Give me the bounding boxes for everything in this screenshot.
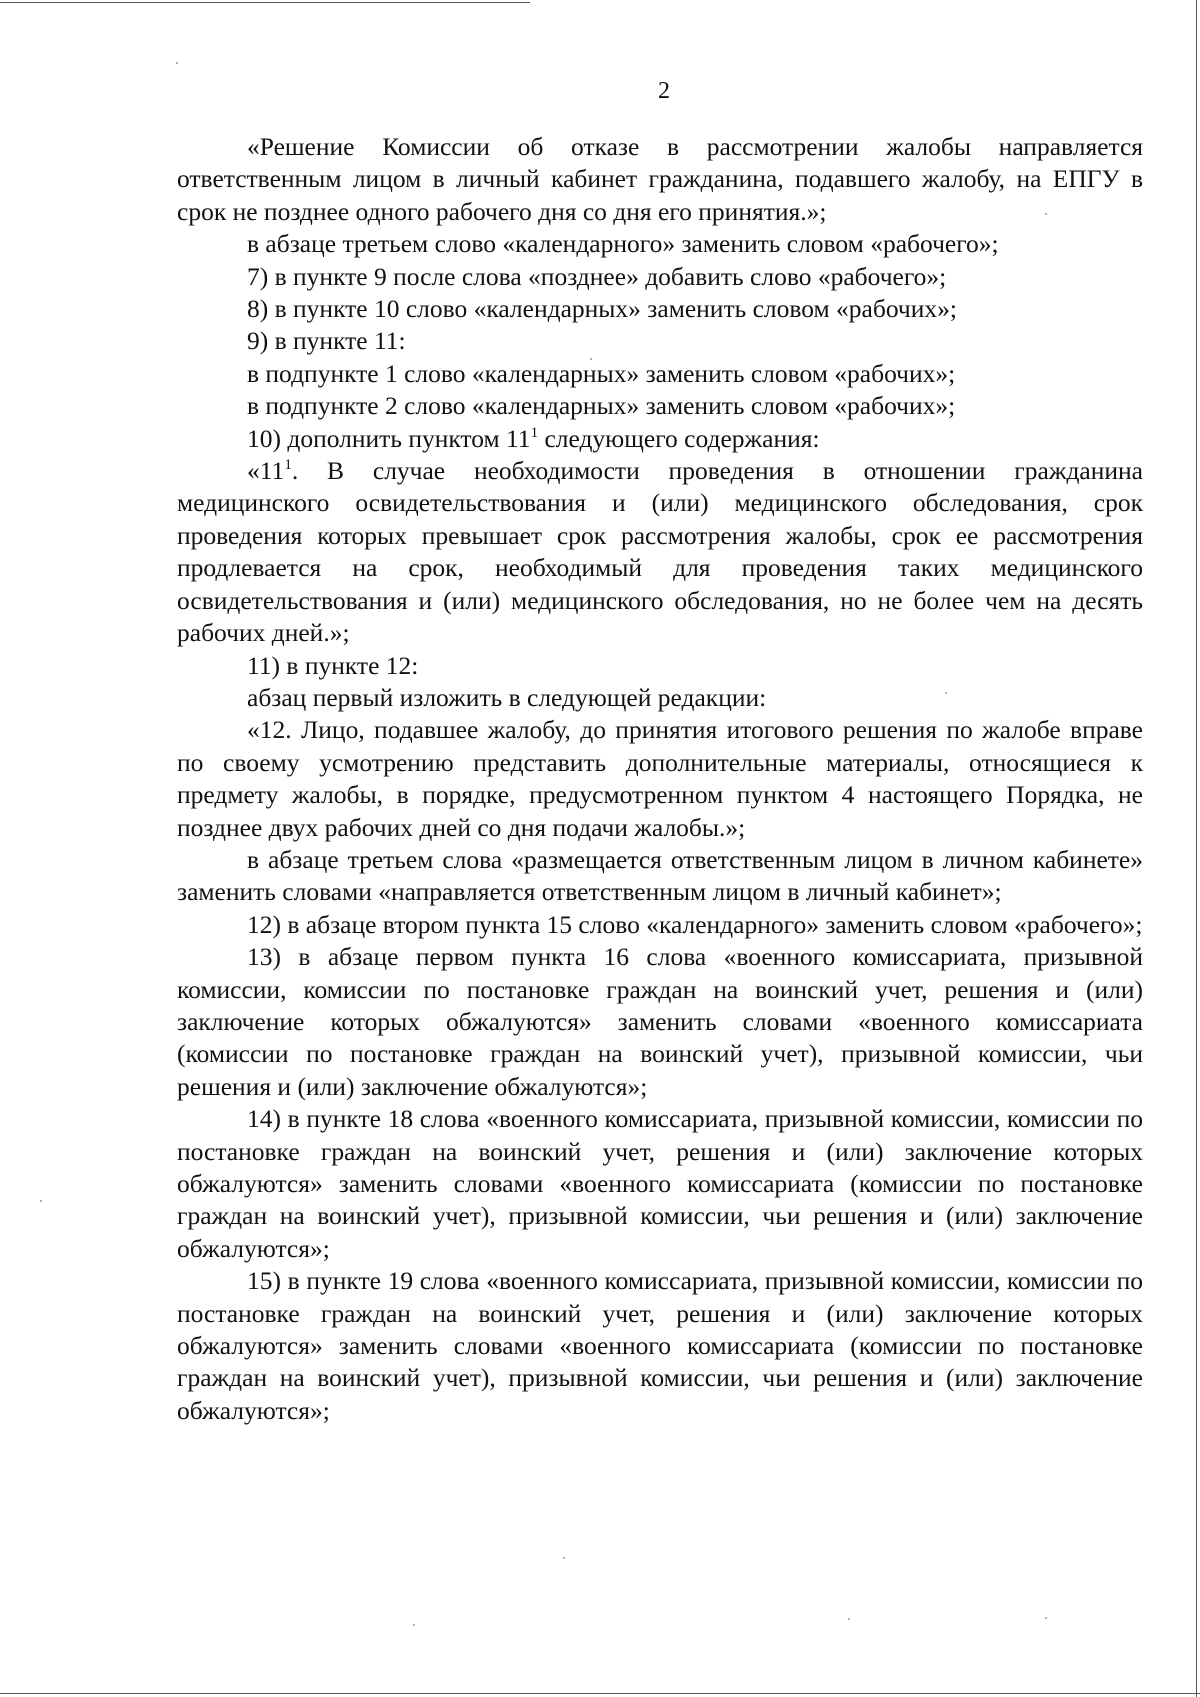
paragraph-item-14: 14) в пункте 18 слова «военного комиссариата, призывной комиссии, комиссии по постановке граждан на воинский учет, решения и (или) заключение которых обжалуются» заменить словами «военного комиссариата (комиссии по постановке граждан на воинский учет), призывной комиссии, чьи решения и (или) заключение обжалуются»; bbox=[177, 1104, 1143, 1263]
paragraph-point-11-1-pre: «11 bbox=[247, 456, 285, 486]
paragraph-item-10-post: следующего содержания: bbox=[538, 423, 820, 453]
scan-speck bbox=[563, 1557, 565, 1559]
scan-edge-right bbox=[1196, 0, 1197, 1697]
scan-speck bbox=[40, 1200, 42, 1202]
paragraph-item-12: 12) в абзаце втором пункта 15 слово «календарного» заменить словом «рабочего»; bbox=[247, 909, 1143, 939]
scan-edge-bottom bbox=[0, 1693, 1200, 1694]
paragraph-item-15: 15) в пункте 19 слова «военного комиссариата, призывной комиссии, комиссии по постановке граждан на воинский учет, решения и (или) заключение которых обжалуются» заменить словами «военного комиссариата (комиссии по постановке граждан на воинский учет), призывной комиссии, чьи решения и (или) заключение обжалуются»; bbox=[177, 1266, 1143, 1425]
paragraph-item-10-pre: 10) дополнить пунктом 11 bbox=[247, 423, 531, 453]
paragraph-item-9: 9) в пункте 11: bbox=[247, 326, 406, 356]
paragraph-commission-refusal-decision: «Решение Комиссии об отказе в рассмотрении жалобы направляется ответственным лицом в личный кабинет гражданина, подавшего жалобу, на ЕПГУ в срок не позднее одного рабочего дня со дня его принятия.»; bbox=[177, 132, 1143, 226]
scan-speck bbox=[413, 1624, 415, 1626]
paragraph-third-abzac-placed: в абзаце третьем слова «размещается ответственным лицом в личном кабинете» заменить словами «направляется ответственным лицом в личный кабинет»; bbox=[177, 844, 1143, 907]
page-number: 2 bbox=[658, 78, 670, 104]
paragraph-item-8: 8) в пункте 10 слово «календарных» заменить словом «рабочих»; bbox=[247, 294, 957, 324]
paragraph-item-7: 7) в пункте 9 после слова «позднее» добавить слово «рабочего»; bbox=[247, 261, 947, 291]
paragraph-third-abzac-calendar: в абзаце третьем слово «календарного» заменить словом «рабочего»; bbox=[247, 229, 999, 259]
scan-speck bbox=[176, 62, 178, 64]
document-body bbox=[177, 131, 1143, 1427]
paragraph-item-10 bbox=[177, 423, 1143, 455]
paragraph-point-12-text: «12. Лицо, подавшее жалобу, до принятия итогового решения по жалобе вправе по своему усмотрению представить дополнительные материалы, относящиеся к предмету жалобы, в порядке, предусмотренном пунктом 4 настоящего Порядка, не позднее двух рабочих дней со дня подачи жалобы.»; bbox=[177, 715, 1143, 842]
paragraph-item-11: 11) в пункте 12: bbox=[247, 650, 419, 680]
paragraph-subitem-2: в подпункте 2 слово «календарных» заменить словом «рабочих»; bbox=[247, 391, 956, 421]
paragraph-item-13: 13) в абзаце первом пункта 16 слова «военного комиссариата, призывной комиссии, комиссии по постановке граждан на воинский учет, решения и (или) заключение которых обжалуются» заменить словами «военного комиссариата (комиссии по постановке граждан на воинский учет), призывной комиссии, чьи решения и (или) заключение обжалуются»; bbox=[177, 942, 1143, 1101]
paragraph-first-abzac-new-edition: абзац первый изложить в следующей редакции: bbox=[247, 682, 767, 712]
scan-speck bbox=[1045, 1617, 1047, 1619]
paragraph-subitem-1: в подпункте 1 слово «календарных» заменить словом «рабочих»; bbox=[247, 358, 956, 388]
scan-speck bbox=[848, 1618, 850, 1620]
paragraph-point-11-1-text bbox=[177, 455, 1143, 649]
scan-edge-top bbox=[0, 2, 530, 3]
superscript-one: 1 bbox=[530, 424, 539, 441]
superscript-one: 1 bbox=[284, 457, 292, 474]
paragraph-point-11-1-post: . В случае необходимости проведения в отношении гражданина медицинского освидетельствования и (или) медицинского обследования, срок проведения которых превышает срок рассмотрения жалобы, срок ее рассмотрения продлевается на срок, необходимый для проведения таких медицинского освидетельствования и (или) медицинского обследования, но не более чем на десять рабочих дней.»; bbox=[177, 456, 1143, 648]
